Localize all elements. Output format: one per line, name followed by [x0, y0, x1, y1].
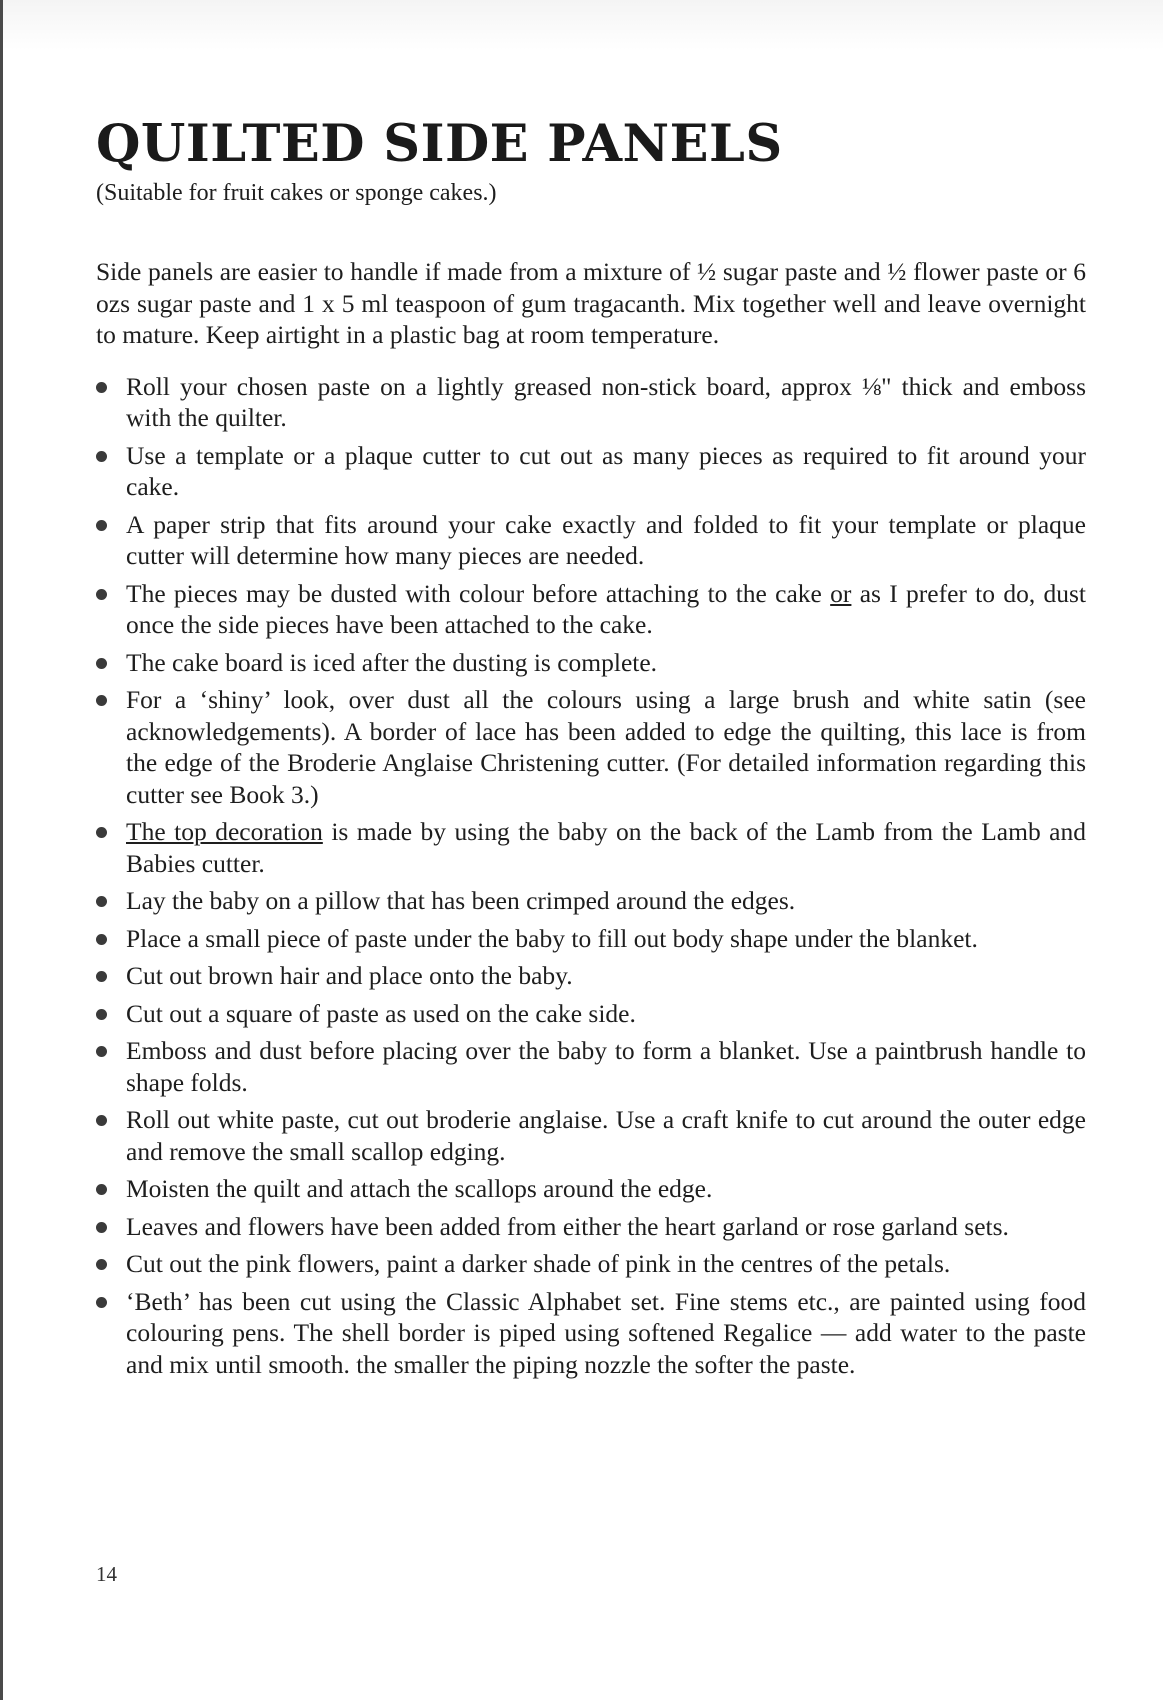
list-item-text-b: as I prefer to do, dust once the side pieces have been attached to the cake. [126, 578, 1086, 639]
list-item [96, 684, 1086, 810]
bullet-icon [96, 1046, 107, 1057]
list-item-text: Roll out white paste, cut out broderie anglaise. Use a craft knife to cut around the outer edge and remove the small scallop edging. [126, 1105, 1086, 1166]
list-item-text: Cut out a square of paste as used on the cake side. [126, 998, 636, 1028]
list-item [96, 923, 1086, 955]
page-subtitle: (Suitable for fruit cakes or sponge cakes.) [96, 180, 497, 206]
intro-paragraph: Side panels are easier to handle if made from a mixture of ½ sugar paste and ½ flower paste or 6 ozs sugar paste and 1 x 5 ml teaspoon of gum tragacanth. Mix together well and leave overnight to mature. Keep airtight in a plastic bag at room temperature. [96, 257, 1086, 349]
list-item-text: The cake board is iced after the dusting is complete. [126, 647, 658, 677]
list-item-text: Use a template or a plaque cutter to cut out as many pieces as required to fit around your cake. [126, 440, 1086, 501]
page-top-shading [0, 0, 1163, 50]
list-item-text-a: The pieces may be dusted with colour before attaching to the cake [126, 578, 831, 608]
bullet-icon [96, 589, 107, 600]
list-item-text-b: is made by using the baby on the back of the Lamb from the Lamb and Babies cutter. [126, 817, 1086, 878]
bullet-icon [96, 1297, 107, 1308]
bullet-icon [96, 695, 107, 706]
list-item-text: Cut out the pink flowers, paint a darker shade of pink in the centres of the petals. [126, 1249, 951, 1278]
bullet-icon [96, 971, 107, 982]
steps-list [96, 371, 1086, 1381]
list-item [96, 1211, 1086, 1243]
list-item-text: ‘Beth’ has been cut using the Classic Alphabet set. Fine stems etc., are painted using food colouring pens. The shell border is piped using softened Regalice — add water to the paste and mix until smooth. the smaller the piping nozzle the softer the paste. [126, 1286, 1086, 1379]
page-left-edge [0, 0, 3, 1700]
bullet-icon [96, 451, 107, 462]
list-item-text: Lay the baby on a pillow that has been crimped around the edges. [126, 886, 796, 915]
list-item [96, 960, 1086, 992]
list-item-text: Roll your chosen paste on a lightly greased non-stick board, approx ⅛" thick and emboss with the quilter. [126, 371, 1086, 432]
list-item [96, 647, 1086, 679]
list-item [96, 578, 1086, 641]
bullet-icon [96, 382, 107, 393]
bullet-icon [96, 1009, 107, 1020]
bullet-icon [96, 1184, 107, 1195]
bullet-icon [96, 658, 107, 669]
list-item [96, 998, 1086, 1030]
list-item [96, 816, 1086, 879]
bullet-icon [96, 1259, 107, 1270]
bullet-icon [96, 827, 107, 838]
bullet-icon [96, 934, 107, 945]
list-item [96, 371, 1086, 434]
bullet-icon [96, 896, 107, 907]
bullet-icon [96, 1115, 107, 1126]
document-page [96, 112, 1086, 1386]
list-item-text: Leaves and flowers have been added from either the heart garland or rose garland sets. [126, 1211, 1009, 1241]
list-item-text: Place a small piece of paste under the baby to fill out body shape under the blanket. [126, 923, 978, 953]
list-item [96, 1173, 1086, 1205]
bullet-icon [96, 520, 107, 531]
list-item-text: For a ‘shiny’ look, over dust all the colours using a large brush and white satin (see acknowledgements). A border of lace has been added to edge the quilting, this lace is from the edge of the Broderie Anglaise Christening cutter. (For detailed information regarding this cutter see Book 3.) [126, 685, 1086, 809]
list-item-text: Moisten the quilt and attach the scallops around the edge. [126, 1174, 713, 1203]
bullet-icon [96, 1222, 107, 1233]
list-item [96, 1035, 1086, 1098]
list-item [96, 440, 1086, 503]
list-item [96, 509, 1086, 572]
list-item-text: A paper strip that fits around your cake exactly and folded to fit your template or plaque cutter will determine how many pieces are needed. [126, 509, 1086, 570]
list-item-text: Emboss and dust before placing over the baby to form a blanket. Use a paintbrush handle to shape folds. [126, 1036, 1086, 1097]
list-item-text: Cut out brown hair and place onto the baby. [126, 961, 573, 990]
underlined-text: or [830, 578, 852, 608]
list-item [96, 1248, 1086, 1280]
list-item [96, 885, 1086, 917]
underlined-text: The top decoration [126, 817, 323, 846]
list-item [96, 1286, 1086, 1381]
page-number: 14 [96, 1562, 117, 1586]
list-item [96, 1104, 1086, 1167]
page-title: QUILTED SIDE PANELS [96, 114, 783, 174]
